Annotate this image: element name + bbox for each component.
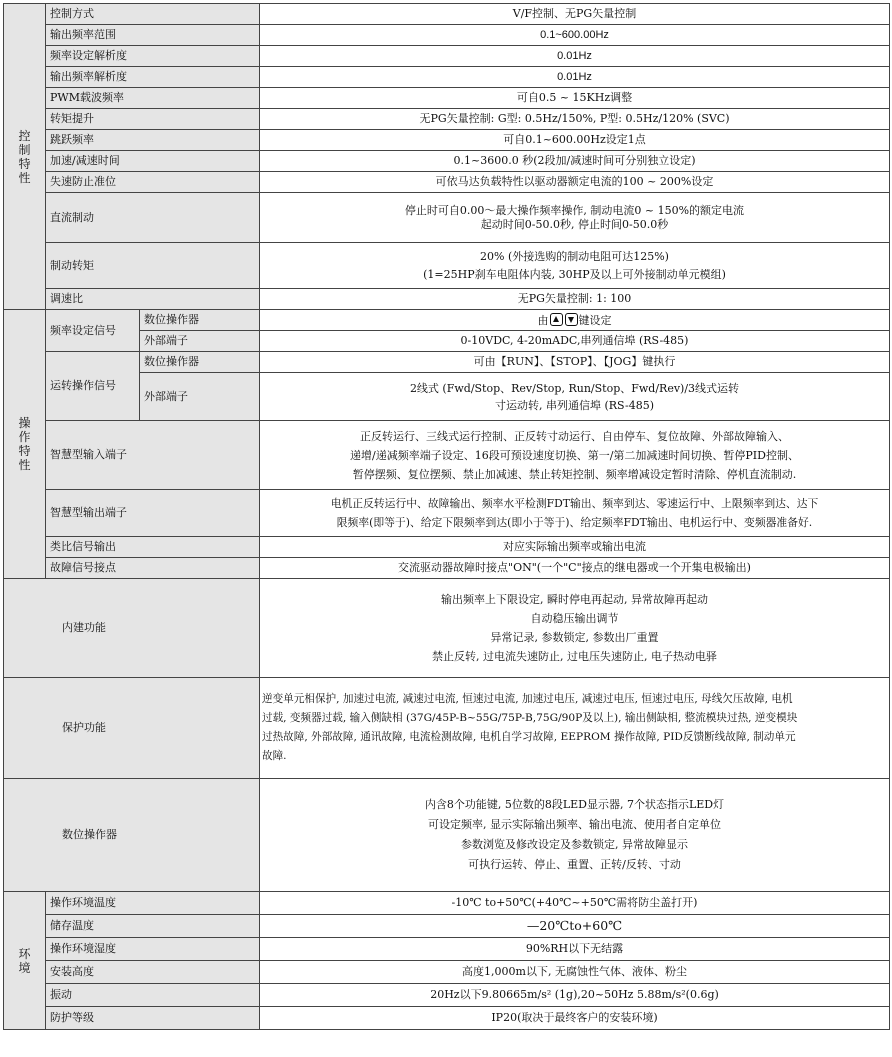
label-storage-temp: 储存温度: [46, 915, 260, 938]
label-out-freq-range: 输出频率范围: [46, 25, 260, 46]
value-altitude: 高度1,000m以下, 无腐蚀性气体、液体、粉尘: [260, 961, 890, 984]
label-keypad: 数位操作器: [4, 779, 260, 892]
label-out-freq-res: 输出频率解析度: [46, 67, 260, 88]
row-dc-brake: [4, 193, 890, 243]
value-run-signal-external-line1: 2线式 (Fwd/Stop、Rev/Stop, Run/Stop、Fwd/Rev)/3线式运转: [409, 381, 740, 395]
group-operation-char: 特: [18, 444, 31, 458]
row-accel: [4, 151, 890, 172]
value-analog-out: 对应实际输出频率或输出电流: [260, 537, 890, 558]
label-op-temp: 操作环境温度: [46, 892, 260, 915]
label-accel: 加速/减速时间: [46, 151, 260, 172]
label-jump-freq: 跳跃频率: [46, 130, 260, 151]
value-control-mode: V/F控制、无PG矢量控制: [260, 4, 890, 25]
value-smart-input-line1: 正反转运行、三线式运行控制、正反转寸动运行、自由停车、复位故障、外部故障输入、: [360, 429, 789, 443]
row-altitude: [4, 961, 890, 984]
value-freq-set-res: 0.01Hz: [260, 46, 890, 67]
row-freq-set-res: [4, 46, 890, 67]
value-smart-output-line2: 限频率(即等于)、给定下限频率到达(即小于等于)、给定频率FDT输出、电机运行中、变频器准备好.: [336, 516, 813, 529]
value-builtin: [260, 579, 890, 678]
row-run-signal-digital: [4, 352, 890, 373]
value-out-freq-res: 0.01Hz: [260, 67, 890, 88]
value-dc-brake-line1: 停止时可自0.00～最大操作频率操作, 制动电流0 ~ 150%的额定电流: [404, 203, 745, 217]
label-builtin: 内建功能: [4, 579, 260, 678]
row-out-freq-res: [4, 67, 890, 88]
row-jump-freq: [4, 130, 890, 151]
group-control: [4, 4, 46, 310]
label-freq-signal: 频率设定信号: [46, 310, 140, 352]
value-keypad-line1: 内含8个功能键, 5位数的8段LED显示器, 7个状态指示LED灯: [424, 798, 725, 811]
row-fault-contact: [4, 558, 890, 579]
value-smart-output: [260, 490, 890, 537]
value-pwm: 可自0.5 ~ 15KHz调整: [260, 88, 890, 109]
value-run-signal-external-line2: 寸运动转, 串列通信埠 (RS-485): [494, 398, 654, 412]
value-storage-temp: —20℃to+60℃: [260, 915, 890, 938]
value-out-freq-range: 0.1~600.00Hz: [260, 25, 890, 46]
group-operation-char: 作: [18, 430, 31, 444]
value-smart-output-line1: 电机正反转运行中、故障输出、频率水平检测FDT输出、频率到达、零速运行中、上限频率到达、达下: [330, 497, 819, 510]
label-freq-set-res: 频率设定解析度: [46, 46, 260, 67]
row-speed-ratio: [4, 289, 890, 310]
row-brake-torque: [4, 243, 890, 289]
label-analog-out: 类比信号输出: [46, 537, 260, 558]
row-protection: [4, 678, 890, 779]
row-op-temp: [4, 892, 890, 915]
value-humidity: 90%RH以下无结露: [260, 938, 890, 961]
value-freq-signal-digital: [260, 310, 890, 331]
row-keypad: [4, 779, 890, 892]
value-smart-input-line3: 暂停摆频、复位摆频、禁止加减速、禁止转矩控制、频率增减设定暂时清除、停机直流制动.: [352, 467, 797, 481]
label-pwm: PWM载波频率: [46, 88, 260, 109]
value-protection-line4: 故障.: [262, 750, 287, 762]
label-fault-contact: 故障信号接点: [46, 558, 260, 579]
row-pwm: [4, 88, 890, 109]
group-control-char: 制: [18, 142, 31, 157]
spec-table: [3, 3, 890, 1030]
value-brake-torque-line1: 20% (外接选购的制动电阻可达125%): [480, 249, 669, 263]
row-humidity: [4, 938, 890, 961]
down-arrow-key-icon: [565, 313, 578, 326]
group-environment-char: 境: [18, 960, 31, 975]
group-operation-char: 操: [18, 416, 31, 430]
value-freq-signal-digital-post: 键设定: [578, 313, 612, 327]
group-operation: [4, 310, 46, 579]
value-stall: 可依马达负载特性以驱动器额定电流的100 ~ 200%设定: [260, 172, 890, 193]
label-protection: 保护功能: [4, 678, 260, 779]
value-builtin-line2: 自动稳压输出调节: [530, 612, 619, 625]
group-environment: [4, 892, 46, 1030]
value-freq-signal-digital-pre: 由: [537, 313, 549, 327]
row-ip: [4, 1007, 890, 1030]
row-control-mode: [4, 4, 890, 25]
value-builtin-line4: 禁止反转, 过电流失速防止, 过电压失速防止, 电子热动电驿: [432, 650, 717, 663]
label-brake-torque: 制动转矩: [46, 243, 260, 289]
label-humidity: 操作环境湿度: [46, 938, 260, 961]
value-brake-torque: [260, 243, 890, 289]
row-builtin: [4, 579, 890, 678]
value-brake-torque-line2: (1=25HP刹车电阻体内装, 30HP及以上可外接制动单元模组): [423, 267, 726, 281]
label-run-signal-digital: 数位操作器: [140, 352, 260, 373]
row-storage-temp: [4, 915, 890, 938]
row-torque-boost: [4, 109, 890, 130]
label-smart-input: 智慧型输入端子: [46, 421, 260, 490]
row-analog-out: [4, 537, 890, 558]
value-builtin-line3: 异常记录, 参数锁定, 参数出厂重置: [490, 631, 659, 644]
label-control-mode: 控制方式: [46, 4, 260, 25]
value-keypad-line3: 参数浏览及修改设定及参数锁定, 异常故障显示: [461, 838, 688, 851]
value-smart-input: [260, 421, 890, 490]
label-speed-ratio: 调速比: [46, 289, 260, 310]
group-operation-char: 性: [18, 458, 31, 472]
group-environment-char: 环: [18, 946, 31, 961]
label-freq-signal-digital: 数位操作器: [140, 310, 260, 331]
value-builtin-line1: 输出频率上下限设定, 瞬时停电再起动, 异常故障再起动: [441, 593, 708, 606]
value-keypad-line4: 可执行运转、停止、重置、正转/反转、寸动: [468, 858, 681, 871]
group-control-char: 控: [18, 128, 31, 143]
label-stall: 失速防止准位: [46, 172, 260, 193]
value-protection-line3: 过热故障, 外部故障, 通讯故障, 电流检测故障, 电机自学习故障, EEPROM 操作故障, PID反馈断线故障, 制动单元: [262, 731, 796, 743]
group-control-char: 特: [18, 156, 31, 171]
row-out-freq-range: [4, 25, 890, 46]
label-smart-output: 智慧型输出端子: [46, 490, 260, 537]
row-stall: [4, 172, 890, 193]
up-arrow-key-icon: [550, 313, 563, 326]
value-dc-brake-line2: 起动时间0-50.0秒, 停止时间0-50.0秒: [480, 217, 669, 231]
group-control-char: 性: [18, 170, 31, 185]
label-freq-signal-external: 外部端子: [140, 331, 260, 352]
value-freq-signal-external: 0-10VDC, 4-20mADC,串列通信埠 (RS-485): [260, 331, 890, 352]
label-altitude: 安装高度: [46, 961, 260, 984]
label-run-signal-external: 外部端子: [140, 373, 260, 421]
value-op-temp: -10℃ to+50℃(+40℃~+50℃需将防尘盖打开): [260, 892, 890, 915]
value-protection-line1: 逆变单元相保护, 加速过电流, 减速过电流, 恒速过电流, 加速过电压, 减速过电压, 恒速过电压, 母线欠压故障, 电机: [262, 693, 793, 705]
value-fault-contact: 交流驱动器故障时接点"ON"(一个"C"接点的继电器或一个开集电极输出): [260, 558, 890, 579]
value-dc-brake: [260, 193, 890, 243]
row-smart-input: [4, 421, 890, 490]
value-protection: [260, 678, 890, 779]
value-smart-input-line2: 递增/递减频率端子设定、16段可预设速度切换、第一/第二加减速时间切换、暂停PID控制、: [350, 448, 799, 462]
label-dc-brake: 直流制动: [46, 193, 260, 243]
value-keypad: [260, 779, 890, 892]
value-protection-line2: 过载, 变频器过载, 输入侧缺相 (37G/45P-B~55G/75P-B,75G/90P及以上), 输出侧缺相, 整流模块过热, 逆变模块: [262, 712, 798, 724]
row-smart-output: [4, 490, 890, 537]
label-ip: 防护等级: [46, 1007, 260, 1030]
label-vibration: 振动: [46, 984, 260, 1007]
value-run-signal-digital: 可由【RUN】、【STOP】、【JOG】键执行: [260, 352, 890, 373]
value-vibration: 20Hz以下9.80665m/s² (1g),20~50Hz 5.88m/s²(0.6g): [260, 984, 890, 1007]
label-torque-boost: 转矩提升: [46, 109, 260, 130]
value-keypad-line2: 可设定频率, 显示实际输出频率、输出电流、使用者自定单位: [428, 818, 721, 831]
label-run-signal: 运转操作信号: [46, 352, 140, 421]
row-vibration: [4, 984, 890, 1007]
value-accel: 0.1~3600.0 秒(2段加/减速时间可分别独立设定): [260, 151, 890, 172]
value-run-signal-external: [260, 373, 890, 421]
value-speed-ratio: 无PG矢量控制: 1: 100: [260, 289, 890, 310]
value-jump-freq: 可自0.1~600.00Hz设定1点: [260, 130, 890, 151]
value-ip: IP20(取决于最终客户的安装环境): [260, 1007, 890, 1030]
value-torque-boost: 无PG矢量控制: G型: 0.5Hz/150%, P型: 0.5Hz/120% (SVC): [260, 109, 890, 130]
row-freq-signal-digital: [4, 310, 890, 331]
